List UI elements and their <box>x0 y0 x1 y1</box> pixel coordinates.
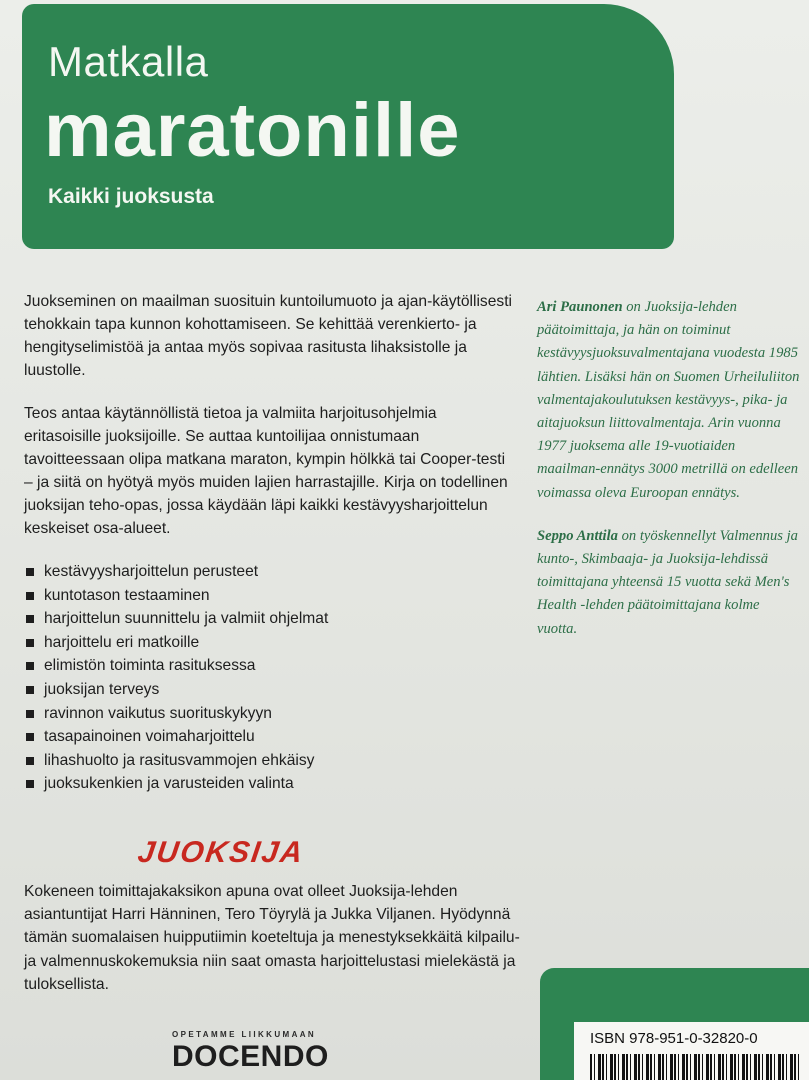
closing-paragraph: Kokeneen toimittajakaksikon apuna ovat olleet Juoksija-lehden asiantuntijat Harri Hänninen, Tero Töyrylä ja Jukka Viljanen. Hyödynnä tämän suomalaisen huipputiimin koeteltuja ja menestyksekkäitä kilpailu- ja valmennuskokemuksia niin saat omasta harjoittelustasi mielekästä ja tuloksellista. <box>24 883 520 993</box>
bullet-icon <box>26 757 34 765</box>
list-item <box>24 678 514 702</box>
intro-paragraph-1: Juokseminen on maailman suosituin kuntoilumuoto ja ajan-käytöllisesti tehokkain tapa kunnon kohottamiseen. Se kehittää verenkierto- ja hengityselimistöä ja antaa myös sopivaa rasitusta lihaksistolle ja luustolle. <box>24 293 512 379</box>
author-name: Seppo Anttila <box>537 527 618 544</box>
list-item <box>24 560 514 584</box>
list-item <box>24 584 514 608</box>
list-item <box>24 607 514 631</box>
bullet-icon <box>26 568 34 576</box>
topic-list <box>24 560 514 796</box>
book-title: maratonille <box>44 88 461 173</box>
bullet-icon <box>26 733 34 741</box>
topic-text: tasapainoinen voimaharjoittelu <box>44 728 255 746</box>
author-bio-text: on työskennellyt Valmennus ja kunto-, Skimbaaja- ja Juoksija-lehdissä toimittajana yhteensä 15 vuotta sekä Men's Health -lehden päätoimittajana kolme vuotta. <box>537 527 798 637</box>
bullet-icon <box>26 710 34 718</box>
publisher-tagline: OPETAMME LIIKKUMAAN <box>172 1030 317 1039</box>
author-name: Ari Paunonen <box>537 299 623 315</box>
author-bio <box>537 525 802 641</box>
publisher-logo: DOCENDO <box>172 1040 329 1073</box>
list-item <box>24 654 514 678</box>
bullet-icon <box>26 686 34 694</box>
list-item <box>24 631 514 655</box>
topic-text: juoksukenkien ja varusteiden valinta <box>44 775 294 793</box>
list-item <box>24 772 514 796</box>
bullet-icon <box>26 780 34 788</box>
list-item <box>24 725 514 749</box>
topic-text: lihashuolto ja rasitusvammojen ehkäisy <box>44 751 315 769</box>
description-column <box>24 290 514 796</box>
bullet-icon <box>26 662 34 670</box>
book-subtitle: Kaikki juoksusta <box>48 185 214 208</box>
isbn-number: ISBN 978-951-0-32820-0 <box>590 1030 758 1047</box>
barcode-icon <box>590 1054 800 1080</box>
list-item <box>24 702 514 726</box>
topic-text: kestävyysharjoittelun perusteet <box>44 563 259 580</box>
author-column <box>537 296 802 661</box>
book-title-small: Matkalla <box>48 38 209 85</box>
bullet-icon <box>26 592 34 600</box>
bullet-icon <box>26 615 34 623</box>
author-bio <box>537 296 802 505</box>
topic-text: ravinnon vaikutus suorituskykyyn <box>44 704 272 722</box>
topic-text: elimistön toiminta rasituksessa <box>44 657 256 675</box>
juoksija-logo: JUOKSIJA <box>135 836 307 869</box>
topic-text: juoksijan terveys <box>44 680 160 698</box>
topic-text: harjoittelun suunnittelu ja valmiit ohjelmat <box>44 610 329 628</box>
author-bio-text: on Juoksija-lehden päätoimittaja, ja hän on toiminut kestävyysjuoksuvalmentajana vuodesta 1985 lähtien. Lisäksi hän on Suomen Urheiluliiton valmentajakoulutuksen kestävyys-, pika- ja aitajuoksun liittovalmentaja. Arin vuonna 1977 juoksema alle 19-vuotiaiden maailman-ennätys 3000 metrillä on edelleen voimassa oleva Euroopan ennätys. <box>537 299 800 501</box>
topic-text: harjoittelu eri matkoille <box>44 633 200 651</box>
list-item <box>24 749 514 773</box>
intro-paragraph-2: Teos antaa käytännöllistä tietoa ja valmiita harjoitusohjelmia eritasoisille juoksijoille. Se auttaa kuntoilijaa onnistumaan tavoitteessaan olipa matkana maraton, kympin hölkkä tai Cooper-testi – ja siitä on hyötyä myös muiden lajien harrastajille. Kirja on todellinen juoksijan teho-opas, jossa käydään läpi kaikki kestävyysharjoittelun keskeiset osa-alueet. <box>24 405 508 537</box>
topic-text: kuntotason testaaminen <box>44 586 210 604</box>
bullet-icon <box>26 639 34 647</box>
